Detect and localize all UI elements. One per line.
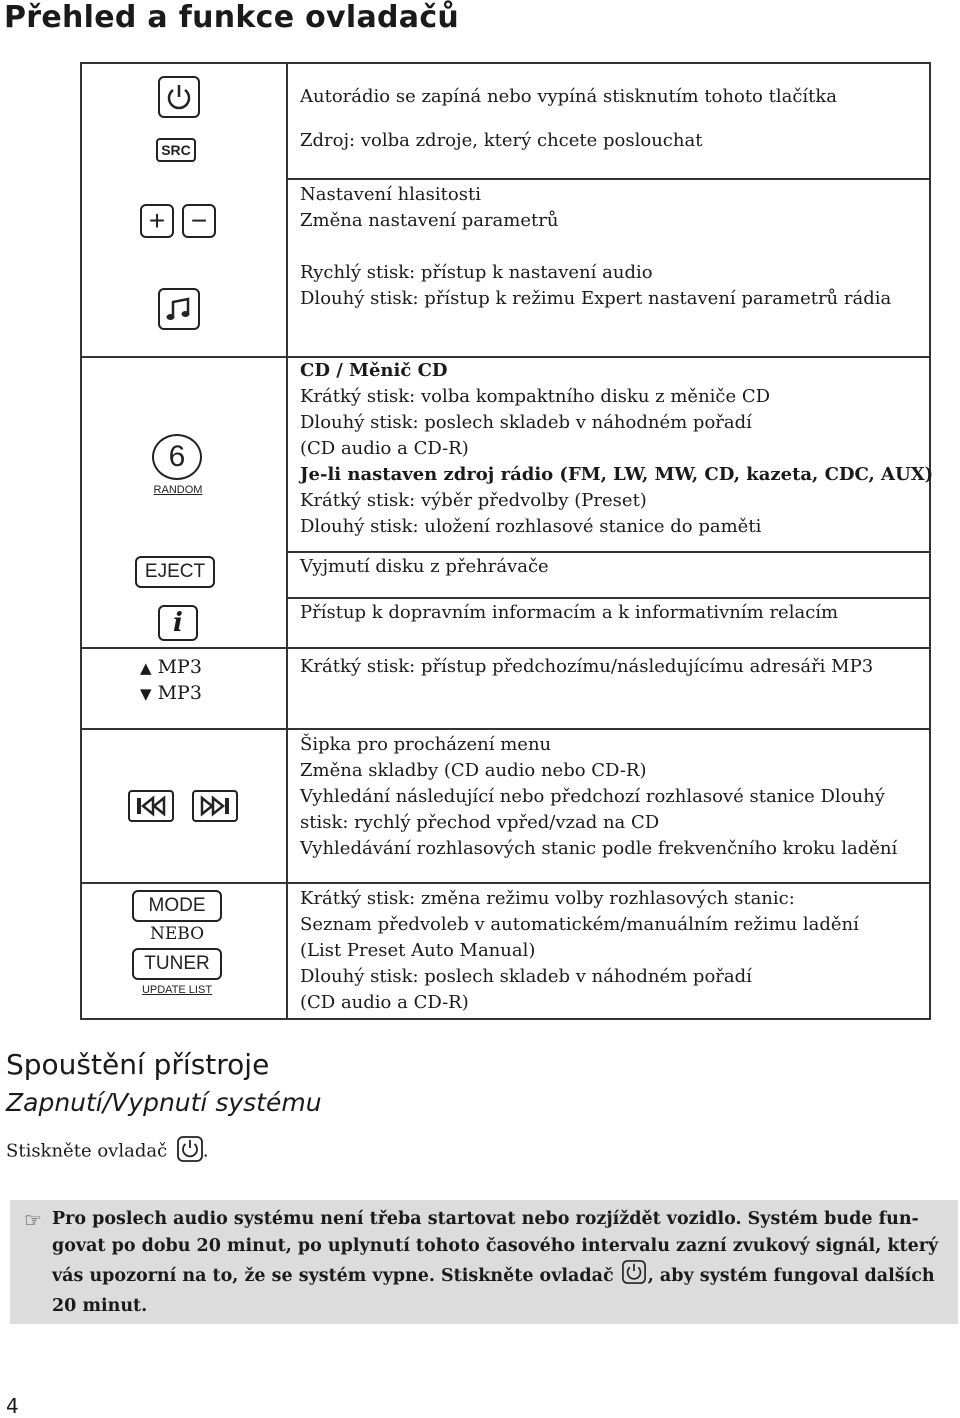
power-icon [177,1136,203,1167]
power-icon [622,1260,646,1293]
page-number: 4 [6,1394,19,1418]
desc-volume: Nastavení hlasitosti Změna nastavení parametrů [300,184,559,231]
row-divider [82,647,929,649]
pointing-hand-icon: ☞ [24,1208,42,1232]
row-divider [82,728,929,730]
mp3-down-label: ▼ MP3 [140,682,202,704]
column-divider [286,64,288,1018]
press-instruction: Stiskněte ovladač . [6,1136,209,1167]
mode-button [132,890,222,922]
power-button [158,76,200,118]
tuner-label: TUNER [144,953,210,974]
audio-button [158,288,200,330]
info-icon: i [173,608,183,638]
volume-minus-button [182,204,216,238]
next-track-button [192,790,238,822]
desc-source: Zdroj: volba zdroje, který chcete poslouchat [300,130,703,151]
power-icon [164,82,194,112]
mode-label: MODE [148,895,206,916]
nebo-label: NEBO [149,924,205,944]
row-divider [82,882,929,884]
info-button [158,605,198,641]
triangle-up-icon: ▲ [140,659,152,677]
desc-audio: Rychlý stisk: přístup k nastavení audio Dlouhý stisk: přístup k režimu Expert nastavení parametrů rádia [300,262,892,309]
six-label: 6 [168,440,186,473]
skip-forward-icon [197,795,233,817]
desc-eject: Vyjmutí disku z přehrávače [300,556,549,577]
section-subheading: Zapnutí/Vypnutí systému [6,1088,322,1117]
skip-back-icon [133,795,169,817]
section-heading: Spouštění přístroje [6,1048,270,1081]
eject-button [135,556,215,588]
minus-icon: − [190,205,208,236]
controls-table [80,62,934,1020]
note-text: Pro poslech audio systému není třeba startovat nebo rozjíždět vozidlo. Systém bude fun- govat po dobu 20 minut, po uplynutí tohoto časového intervalu zazní zvukový signál, který vás upozorní na to, že se systém vypne. Stiskněte ovladač , aby systém fungoval dalších 20 minut. [52,1209,939,1316]
triangle-down-icon: ▼ [140,685,152,703]
src-label: SRC [161,142,191,158]
row-divider [288,597,929,599]
desc-seek: Šipka pro procházení menu Změna skladby (CD audio nebo CD-R) Vyhledání následující nebo předchozí rozhlasové stanice Dlouhý stisk: rychlý přechod vpřed/vzad na CD Vyhledávání rozhlasových stanic podle frekvenčního kroku ladění [300,734,898,859]
desc-random: CD / Měnič CD Krátký stisk: volba kompaktního disku z měniče CD Dlouhý stisk: poslech skladeb v náhodném pořadí (CD audio a CD-R) Je-li nastaven zdroj rádio (FM, LW, MW, CD, kazeta, CDC, AUX) Krátký stisk: výběr předvolby (Preset) Dlouhý stisk: uložení rozhlasové stanice do paměti [300,360,934,537]
row-divider [288,551,929,553]
previous-track-button [128,790,174,822]
page-title: Přehled a funkce ovladačů [4,0,460,35]
preset-6-button [152,434,202,480]
desc-power: Autorádio se zapíná nebo vypíná stisknutím tohoto tlačítka [300,86,838,107]
update-list-label: UPDATE LIST [141,984,213,996]
volume-plus-button [140,204,174,238]
plus-icon: + [148,205,166,236]
music-note-icon [164,294,194,324]
desc-info: Přístup k dopravním informacím a k informativním relacím [300,602,839,623]
desc-mode: Krátký stisk: změna režimu volby rozhlasových stanic: Seznam předvoleb v automatickém/manuálním režimu ladění (List Preset Auto Manual) Dlouhý stisk: poslech skladeb v náhodném pořadí (CD audio a CD-R) [300,888,859,1013]
note-box [10,1200,958,1324]
row-divider [288,178,929,180]
tuner-button [132,948,222,980]
src-button [156,138,196,162]
desc-mp3: Krátký stisk: přístup předchozímu/následujícímu adresáři MP3 [300,656,874,677]
mp3-up-label: ▲ MP3 [140,656,202,678]
random-label: RANDOM [153,484,203,496]
eject-label: EJECT [144,561,206,582]
